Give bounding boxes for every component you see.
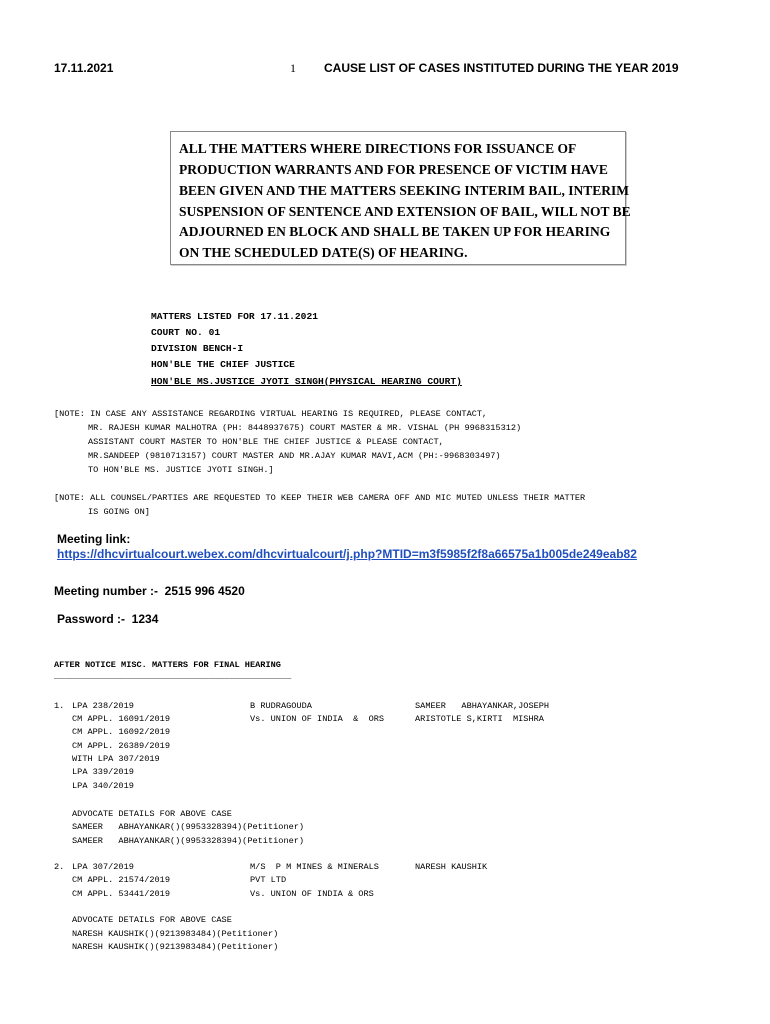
case-advocate: NARESH KAUSHIK xyxy=(415,862,488,872)
case-party: Vs. UNION OF INDIA & ORS xyxy=(250,889,374,899)
case-party: PVT LTD xyxy=(250,875,287,885)
case-number: LPA 339/2019 xyxy=(72,767,134,777)
note-assistance-line: TO HON'BLE MS. JUSTICE JYOTI SINGH.] xyxy=(88,465,274,475)
case-number: WITH LPA 307/2019 xyxy=(72,754,160,764)
note-assistance-line: [NOTE: IN CASE ANY ASSISTANCE REGARDING VIRTUAL HEARING IS REQUIRED, PLEASE CONTACT, xyxy=(54,409,488,419)
case-number: LPA 340/2019 xyxy=(72,781,134,791)
case-serial: 2. xyxy=(54,862,65,872)
meeting-password: Password :- 1234 xyxy=(57,612,159,626)
advocate-details-title: ADVOCATE DETAILS FOR ABOVE CASE xyxy=(72,915,232,925)
case-number: CM APPL. 53441/2019 xyxy=(72,889,170,899)
advocate-detail: NARESH KAUSHIK()(9213983484)(Petitioner) xyxy=(72,929,279,939)
meeting-link-label: Meeting link: xyxy=(57,532,131,546)
case-party: M/S P M MINES & MINERALS xyxy=(250,862,379,872)
section-underline: ______________________________________________ xyxy=(54,671,292,681)
case-number: CM APPL. 16092/2019 xyxy=(72,727,170,737)
page-number: 1 xyxy=(290,61,296,75)
cause-list-title: CAUSE LIST OF CASES INSTITUTED DURING THE YEAR 2019 xyxy=(324,61,679,75)
advocate-detail: NARESH KAUSHIK()(9213983484)(Petitioner) xyxy=(72,942,279,952)
case-advocate: ARISTOTLE S,KIRTI MISHRA xyxy=(415,714,544,724)
note-camera-line: IS GOING ON] xyxy=(88,507,150,517)
notice-line: ON THE SCHEDULED DATE(S) OF HEARING. xyxy=(179,245,468,260)
case-number: CM APPL. 16091/2019 xyxy=(72,714,170,724)
cause-list-date: 17.11.2021 xyxy=(54,61,114,75)
note-assistance-line: MR. RAJESH KUMAR MALHOTRA (PH: 8448937675) COURT MASTER & MR. VISHAL (PH 9968315312) xyxy=(88,423,522,433)
case-party: Vs. UNION OF INDIA & ORS xyxy=(250,714,385,724)
notice-line: SUSPENSION OF SENTENCE AND EXTENSION OF BAIL, WILL NOT BE xyxy=(179,204,631,219)
matters-listed-for: MATTERS LISTED FOR 17.11.2021 xyxy=(151,311,318,322)
notice-line: PRODUCTION WARRANTS AND FOR PRESENCE OF VICTIM HAVE xyxy=(179,162,608,177)
division-bench: DIVISION BENCH-I xyxy=(151,343,244,354)
note-assistance-line: MR.SANDEEP (9810713157) COURT MASTER AND MR.AJAY KUMAR MAVI,ACM (PH:-9968303497) xyxy=(88,451,501,461)
judge-chief-justice: HON'BLE THE CHIEF JUSTICE xyxy=(151,359,295,370)
notice-line: ALL THE MATTERS WHERE DIRECTIONS FOR ISSUANCE OF xyxy=(179,141,577,156)
note-assistance-line: ASSISTANT COURT MASTER TO HON'BLE THE CHIEF JUSTICE & PLEASE CONTACT, xyxy=(88,437,444,447)
meeting-link[interactable]: https://dhcvirtualcourt.webex.com/dhcvirtualcourt/j.php?MTID=m3f5985f2f8a66575a1b005de249eab82 xyxy=(57,547,637,561)
notice-box xyxy=(170,131,631,265)
section-title: AFTER NOTICE MISC. MATTERS FOR FINAL HEARING xyxy=(54,660,281,670)
case-number: CM APPL. 26389/2019 xyxy=(72,741,170,751)
notice-line: BEEN GIVEN AND THE MATTERS SEEKING INTERIM BAIL, INTERIM xyxy=(179,183,629,198)
advocate-detail: SAMEER ABHAYANKAR()(9953328394)(Petitioner) xyxy=(72,836,305,846)
advocate-details-title: ADVOCATE DETAILS FOR ABOVE CASE xyxy=(72,809,232,819)
case-number: LPA 307/2019 xyxy=(72,862,134,872)
case-advocate: SAMEER ABHAYANKAR,JOSEPH xyxy=(415,701,550,711)
case-number: CM APPL. 21574/2019 xyxy=(72,875,170,885)
meeting-number: Meeting number :- 2515 996 4520 xyxy=(54,584,245,598)
court-number: COURT NO. 01 xyxy=(151,327,221,338)
case-serial: 1. xyxy=(54,701,65,711)
case-number: LPA 238/2019 xyxy=(72,701,134,711)
judge-justice-jyoti-singh: HON'BLE MS.JUSTICE JYOTI SINGH(PHYSICAL HEARING COURT) xyxy=(151,376,462,387)
case-party: B RUDRAGOUDA xyxy=(250,701,312,711)
advocate-detail: SAMEER ABHAYANKAR()(9953328394)(Petitioner) xyxy=(72,822,305,832)
notice-line: ADJOURNED EN BLOCK AND SHALL BE TAKEN UP FOR HEARING xyxy=(179,224,611,239)
note-camera-line: [NOTE: ALL COUNSEL/PARTIES ARE REQUESTED TO KEEP THEIR WEB CAMERA OFF AND MIC MUTED UNLESS THEIR MATTER xyxy=(54,493,586,503)
